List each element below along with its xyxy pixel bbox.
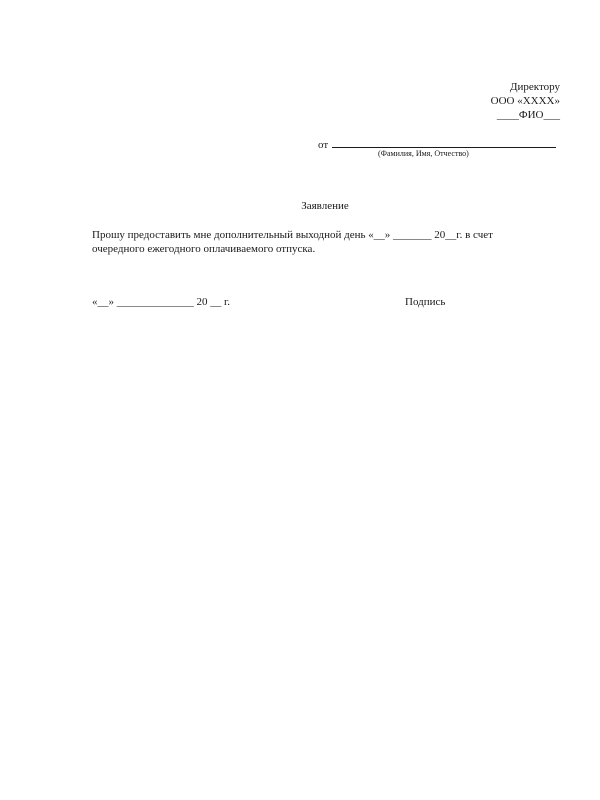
request-line-1: Прошу предоставить мне дополнительный выходной день «__» _______ 20__г. в счет [92,229,493,241]
from-hint: (Фамилия, Имя, Отчество) [378,149,469,158]
addressee-block [491,80,560,122]
from-label: от [318,139,329,151]
request-line-2: очередного ежегодного оплачиваемого отпуска. [92,243,316,255]
signature-label: Подпись [405,296,446,308]
date-field: «__» ______________ 20 __ г. [92,296,231,308]
addressee-position: Директору [510,81,560,93]
from-name-blank [332,136,556,148]
request-body [92,228,522,256]
document-title: Заявление [301,200,349,212]
addressee-company: ООО «XXXX» [490,95,560,107]
addressee-name: ____ФИО___ [496,109,560,121]
